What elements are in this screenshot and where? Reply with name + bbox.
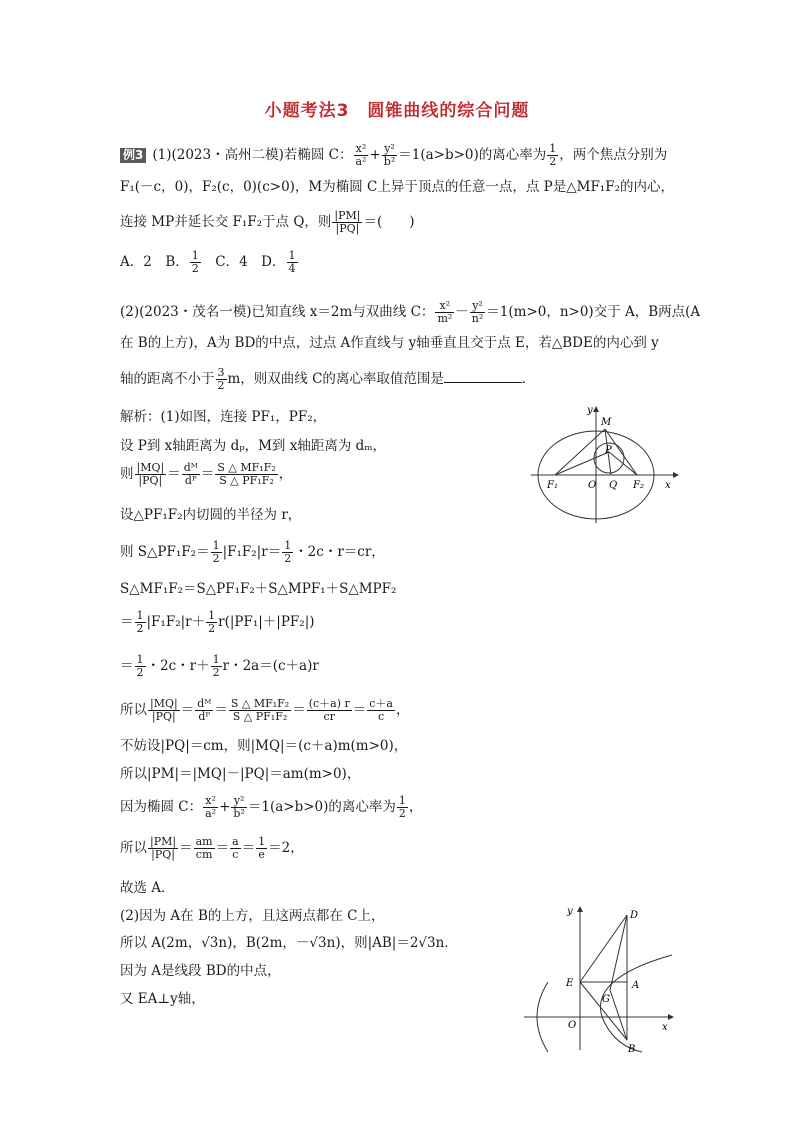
fraction: $\frac{1}{2}$: [212, 653, 220, 679]
label-q: Q: [609, 480, 618, 491]
solution-line: 故选 A．: [120, 880, 175, 896]
segment-pf1: [555, 452, 609, 475]
segment-eb: [580, 982, 627, 1040]
hyperbola-right-branch: [600, 955, 672, 1052]
fraction: $\frac{|MQ|}{|PQ|}$: [136, 461, 165, 487]
y-axis-arrow: [577, 906, 583, 912]
fraction: $\frac{(c+a) r}{cr}$: [308, 697, 350, 723]
fraction: $\frac{c+a}{c}$: [369, 697, 393, 723]
fraction: $\frac{1}{2}$: [191, 249, 199, 275]
fraction: $\frac{\text{x²}}{\text{a²}}$: [205, 794, 217, 820]
fraction: $\frac{\text{dᴹ}}{\text{dᴾ}}$: [183, 461, 198, 487]
problem1-options: A．2 B． $\frac{1}{2}$ C．4 D． $\frac{1}{4}$: [120, 249, 296, 275]
fraction: $\frac{1}{2}$: [549, 142, 557, 168]
solution-line: 所以 $\frac{|PM|}{|PQ|}$ ＝ $\frac{am}{cm}$ ＝ $\frac{a}{c}$ ＝ $\frac{1}{e}$ ＝2，: [120, 835, 304, 861]
solution-line: ＝ $\frac{1}{2}$ ・2c・r＋ $\frac{1}{2}$ r・2a＝(c＋a)r: [120, 653, 319, 679]
solution-line: 解析：(1)如图，连接 PF₁，PF₂，: [120, 409, 327, 425]
fraction: $\frac{1}{2}$: [136, 653, 144, 679]
solution-line: 又 EA⊥y轴，: [120, 991, 205, 1007]
label-e: E: [566, 978, 574, 989]
page-title: 小题考法3 圆锥曲线的综合问题: [264, 101, 530, 121]
fraction: $\frac{1}{2}$: [136, 609, 144, 635]
label-f2: F₂: [633, 480, 644, 491]
label-g: G: [602, 994, 610, 1005]
fraction: $\frac{|MQ|}{|PQ|}$: [150, 697, 178, 723]
example-badge: 例3: [120, 148, 146, 163]
fraction: $\frac{\text{x²}}{\text{a²}}$: [355, 142, 367, 168]
label-y: y: [587, 405, 593, 416]
fraction: $\frac{\text{S △ MF₁F₂}}{\text{S △ PF₁F₂}}$: [217, 461, 276, 487]
hyperbola-figure: [520, 900, 680, 1055]
solution-line: 因为椭圆 C： $\frac{\text{x²}}{\text{a²}}$ + $\frac{\text{y²}}{\text{b²}}$ ＝1(a>b>0)的离心率为 $\frac{1}{2}$ ，: [120, 794, 423, 820]
solution-line: 所以|PM|＝|MQ|－|PQ|＝am(m>0)，: [120, 766, 361, 782]
solution-line: S△MF₁F₂＝S△PF₁F₂＋S△MPF₁＋S△MPF₂: [120, 581, 397, 597]
problem2-line1: (2)(2023・茂名一模)已知直线 x＝2m与双曲线 C： $\frac{\text{x²}}{\text{m²}}$ － $\frac{\text{y²}}{\text{n²}}$ ＝1(m>0，n>0)交于 A，B两点(A: [120, 299, 701, 325]
fraction: $\frac{a}{c}$: [232, 835, 239, 861]
fraction: $\frac{\text{y²}}{\text{b²}}$: [233, 794, 245, 820]
fraction: $\frac{\text{x²}}{\text{m²}}$: [437, 299, 453, 325]
problem1-line3: 连接 MP并延长交 F₁F₂于点 Q，则 $\frac{|PM|}{|PQ|}$ ＝( ): [120, 209, 415, 235]
solution-line: 则 S△PF₁F₂＝ $\frac{1}{2}$ |F₁F₂|r＝ $\frac{1}{2}$ ・2c・r＝cr，: [120, 539, 385, 565]
fraction: $\frac{\text{S △ MF₁F₂}}{\text{S △ PF₁F₂}}$: [230, 697, 290, 723]
fraction: $\frac{|PM|}{|PQ|}$: [150, 835, 177, 861]
fraction: $\frac{1}{2}$: [284, 539, 292, 565]
solution-line: 所以 $\frac{|MQ|}{|PQ|}$ ＝ $\frac{\text{dᴹ}}{\text{dᴾ}}$ ＝ $\frac{\text{S △ MF₁F₂}}{\text{S △ PF₁F₂}}$ ＝ $\frac{(c+a) r}{cr}$ ＝ $\frac{c+a}{c}$ ，: [120, 697, 410, 723]
fraction: $\frac{|PM|}{|PQ|}$: [334, 209, 361, 235]
label-f1: F₁: [547, 480, 558, 491]
fraction: $\frac{1}{2}$: [212, 539, 220, 565]
label-y: y: [567, 906, 573, 917]
fraction: $\frac{1}{2}$: [398, 794, 406, 820]
fraction: $\frac{3}{2}$: [217, 366, 225, 392]
label-o: O: [588, 480, 597, 491]
solution-line: 不妨设|PQ|＝cm，则|MQ|＝(c＋a)m(m>0)，: [120, 738, 408, 754]
label-a: A: [632, 980, 640, 991]
solution-line: 所以 A(2m，√3n)，B(2m，－√3n)，则|AB|＝2√3n．: [120, 935, 458, 951]
label-b: B: [628, 1044, 636, 1055]
segment-ed: [580, 915, 627, 982]
solution-line: 则 $\frac{|MQ|}{|PQ|}$ ＝ $\frac{\text{dᴹ}}{\text{dᴾ}}$ ＝ $\frac{\text{S △ MF₁F₂}}{\text{S △ PF₁F₂}}$ ，: [120, 461, 293, 487]
fraction: $\frac{1}{2}$: [208, 609, 216, 635]
problem1-line1: 例3 (1)(2023・高州二模)若椭圆 C： $\frac{\text{x²}}{\text{a²}}$ + $\frac{\text{y²}}{\text{b²}}$ ＝1(a>b>0)的离心率为 $\frac{1}{2}$ ，两个焦点分别为: [120, 143, 667, 168]
fraction: $\frac{\text{dᴹ}}{\text{dᴾ}}$: [197, 697, 212, 723]
fraction: $\frac{am}{cm}$: [195, 835, 213, 861]
label-d: D: [630, 910, 639, 921]
problem1-line2: F₁(－c，0)，F₂(c，0)(c>0)，M为椭圆 C上异于顶点的任意一点，点 P是△MF₁F₂的内心，: [120, 179, 675, 195]
problem2-line3: 轴的距离不小于 $\frac{3}{2}$ m，则双曲线 C的离心率取值范围是 ．: [120, 366, 536, 392]
solution-line: 因为 A是线段 BD的中点，: [120, 963, 281, 979]
fraction: $\frac{\text{y²}}{\text{b²}}$: [383, 142, 396, 168]
solution-line: 设△PF₁F₂内切圆的半径为 r，: [120, 507, 302, 523]
x-axis-arrow: [668, 1014, 674, 1020]
label-x: x: [665, 480, 671, 491]
solution-line: (2)因为 A在 B的上方，且这两点都在 C上，: [120, 908, 385, 924]
ellipse-figure: [525, 398, 685, 528]
fraction: $\frac{1}{4}$: [288, 249, 296, 275]
fraction: $\frac{\text{y²}}{\text{n²}}$: [471, 299, 484, 325]
label-m: M: [601, 417, 612, 428]
label-o: O: [568, 1020, 577, 1031]
answer-blank[interactable]: [444, 370, 522, 383]
solution-line: ＝ $\frac{1}{2}$ |F₁F₂|r＋ $\frac{1}{2}$ r(|PF₁|＋|PF₂|): [120, 609, 315, 635]
y-axis-arrow: [593, 406, 599, 412]
fraction: $\frac{1}{e}$: [258, 835, 266, 861]
solution-line: 设 P到 x轴距离为 dₚ，M到 x轴距离为 dₘ，: [120, 438, 387, 454]
segment-gb: [610, 990, 627, 1040]
problem2-line2: 在 B的上方)，A为 BD的中点，过点 A作直线与 y轴垂直且交于点 E，若△BDE的内心到 y: [120, 335, 659, 351]
x-axis-arrow: [673, 472, 679, 478]
label-x: x: [662, 1022, 668, 1033]
label-p: P: [605, 445, 612, 456]
